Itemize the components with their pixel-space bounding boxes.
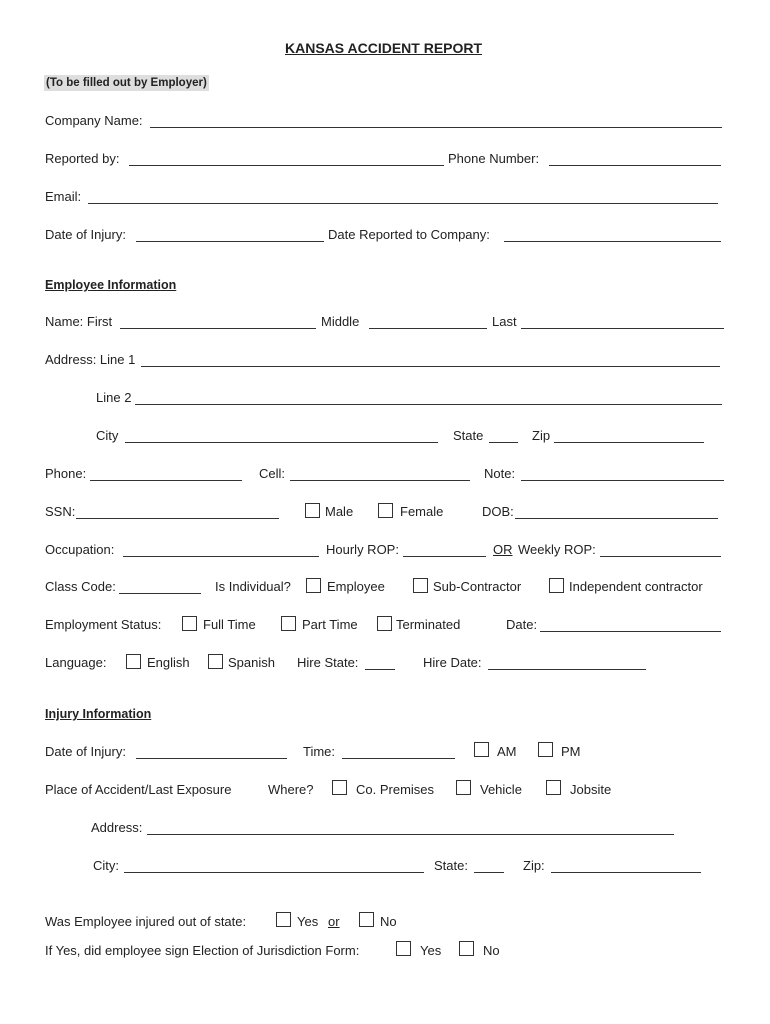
status-date-field[interactable] bbox=[540, 631, 721, 632]
co-premises-label: Co. Premises bbox=[356, 782, 435, 797]
injury-address-field[interactable] bbox=[147, 834, 674, 835]
out-of-state-no-label: No bbox=[380, 914, 397, 929]
zip-field[interactable] bbox=[554, 442, 704, 443]
female-checkbox[interactable] bbox=[378, 503, 393, 518]
phone-number-field[interactable] bbox=[549, 165, 721, 166]
state-label: State bbox=[453, 428, 484, 443]
email-label: Email: bbox=[45, 189, 82, 204]
address-line1-label: Address: Line 1 bbox=[45, 352, 136, 367]
injury-date-field[interactable] bbox=[136, 758, 287, 759]
hourly-rop-field[interactable] bbox=[403, 556, 486, 557]
part-time-label: Part Time bbox=[302, 617, 358, 632]
election-no-checkbox[interactable] bbox=[459, 941, 474, 956]
dob-label: DOB: bbox=[482, 504, 514, 519]
where-label: Where? bbox=[268, 782, 314, 797]
part-time-checkbox[interactable] bbox=[281, 616, 296, 631]
subcontractor-option-label: Sub-Contractor bbox=[433, 579, 522, 594]
occupation-label: Occupation: bbox=[45, 542, 115, 557]
hire-state-label: Hire State: bbox=[297, 655, 359, 670]
hire-state-field[interactable] bbox=[365, 669, 395, 670]
form-subtitle: (To be filled out by Employer) bbox=[46, 77, 207, 89]
weekly-rop-field[interactable] bbox=[600, 556, 721, 557]
english-label: English bbox=[147, 655, 190, 670]
hire-date-field[interactable] bbox=[488, 669, 646, 670]
is-individual-label: Is Individual? bbox=[215, 579, 291, 594]
last-name-label: Last bbox=[492, 314, 517, 329]
city-field[interactable] bbox=[125, 442, 438, 443]
out-of-state-no-checkbox[interactable] bbox=[359, 912, 374, 927]
am-label: AM bbox=[497, 744, 517, 759]
injury-time-field[interactable] bbox=[342, 758, 455, 759]
election-yes-label: Yes bbox=[420, 943, 442, 958]
injury-date-label: Date of Injury: bbox=[45, 744, 126, 759]
place-of-accident-label: Place of Accident/Last Exposure bbox=[45, 782, 232, 797]
cell-field[interactable] bbox=[290, 480, 470, 481]
date-reported-field[interactable] bbox=[504, 241, 721, 242]
co-premises-checkbox[interactable] bbox=[332, 780, 347, 795]
phone-field[interactable] bbox=[90, 480, 242, 481]
weekly-rop-label: Weekly ROP: bbox=[518, 542, 596, 557]
note-label: Note: bbox=[484, 466, 516, 481]
male-label: Male bbox=[325, 504, 354, 519]
injury-zip-field[interactable] bbox=[551, 872, 701, 873]
class-code-field[interactable] bbox=[119, 593, 201, 594]
jobsite-label: Jobsite bbox=[570, 782, 612, 797]
zip-label: Zip bbox=[532, 428, 551, 443]
address-line2-field[interactable] bbox=[135, 404, 722, 405]
phone-label: Phone: bbox=[45, 466, 87, 481]
date-reported-label: Date Reported to Company: bbox=[328, 227, 490, 242]
note-field[interactable] bbox=[521, 480, 724, 481]
injury-state-field[interactable] bbox=[474, 872, 504, 873]
city-label: City bbox=[96, 428, 119, 443]
injury-info-heading: Injury Information bbox=[45, 707, 152, 721]
full-time-label: Full Time bbox=[203, 617, 256, 632]
independent-contractor-checkbox[interactable] bbox=[549, 578, 564, 593]
pm-checkbox[interactable] bbox=[538, 742, 553, 757]
full-time-checkbox[interactable] bbox=[182, 616, 197, 631]
subcontractor-checkbox[interactable] bbox=[413, 578, 428, 593]
female-label: Female bbox=[400, 504, 444, 519]
address-line1-field[interactable] bbox=[141, 366, 720, 367]
class-code-label: Class Code: bbox=[45, 579, 116, 594]
status-date-label: Date: bbox=[506, 617, 538, 632]
first-name-label: Name: First bbox=[45, 314, 113, 329]
dob-field[interactable] bbox=[515, 518, 718, 519]
occupation-field[interactable] bbox=[123, 556, 319, 557]
male-checkbox[interactable] bbox=[305, 503, 320, 518]
out-of-state-yes-label: Yes bbox=[297, 914, 319, 929]
injury-city-field[interactable] bbox=[124, 872, 424, 873]
injury-zip-label: Zip: bbox=[523, 858, 545, 873]
am-checkbox[interactable] bbox=[474, 742, 489, 757]
employee-option-label: Employee bbox=[327, 579, 385, 594]
company-name-field[interactable] bbox=[150, 127, 722, 128]
email-field[interactable] bbox=[88, 203, 718, 204]
vehicle-label: Vehicle bbox=[480, 782, 522, 797]
date-of-injury-field[interactable] bbox=[136, 241, 324, 242]
rop-or-label: OR bbox=[493, 542, 513, 557]
injury-address-label: Address: bbox=[91, 820, 143, 835]
state-field[interactable] bbox=[489, 442, 518, 443]
phone-number-label: Phone Number: bbox=[448, 151, 540, 166]
hire-date-label: Hire Date: bbox=[423, 655, 482, 670]
election-no-label: No bbox=[483, 943, 500, 958]
pm-label: PM bbox=[561, 744, 581, 759]
reported-by-label: Reported by: bbox=[45, 151, 120, 166]
last-name-field[interactable] bbox=[521, 328, 724, 329]
spanish-label: Spanish bbox=[228, 655, 275, 670]
first-name-field[interactable] bbox=[120, 328, 316, 329]
form-title: KANSAS ACCIDENT REPORT bbox=[285, 40, 483, 56]
injury-time-label: Time: bbox=[303, 744, 336, 759]
out-of-state-question: Was Employee injured out of state: bbox=[45, 914, 247, 929]
injury-state-label: State: bbox=[434, 858, 468, 873]
ssn-field[interactable] bbox=[76, 518, 279, 519]
out-of-state-yes-checkbox[interactable] bbox=[276, 912, 291, 927]
cell-label: Cell: bbox=[259, 466, 286, 481]
election-yes-checkbox[interactable] bbox=[396, 941, 411, 956]
hourly-rop-label: Hourly ROP: bbox=[326, 542, 399, 557]
election-question: If Yes, did employee sign Election of Jurisdiction Form: bbox=[45, 943, 360, 958]
ssn-label: SSN: bbox=[45, 504, 76, 519]
out-of-state-or-label: or bbox=[328, 914, 340, 929]
language-label: Language: bbox=[45, 655, 107, 670]
reported-by-field[interactable] bbox=[129, 165, 444, 166]
jobsite-checkbox[interactable] bbox=[546, 780, 561, 795]
english-checkbox[interactable] bbox=[126, 654, 141, 669]
terminated-checkbox[interactable] bbox=[377, 616, 392, 631]
date-of-injury-label: Date of Injury: bbox=[45, 227, 126, 242]
employee-info-heading: Employee Information bbox=[45, 278, 177, 292]
employment-status-label: Employment Status: bbox=[45, 617, 162, 632]
middle-name-field[interactable] bbox=[369, 328, 487, 329]
independent-contractor-label: Independent contractor bbox=[569, 579, 703, 594]
injury-city-label: City: bbox=[93, 858, 119, 873]
vehicle-checkbox[interactable] bbox=[456, 780, 471, 795]
address-line2-label: Line 2 bbox=[96, 390, 132, 405]
company-name-label: Company Name: bbox=[45, 113, 143, 128]
middle-name-label: Middle bbox=[321, 314, 360, 329]
employee-checkbox[interactable] bbox=[306, 578, 321, 593]
spanish-checkbox[interactable] bbox=[208, 654, 223, 669]
terminated-label: Terminated bbox=[396, 617, 461, 632]
